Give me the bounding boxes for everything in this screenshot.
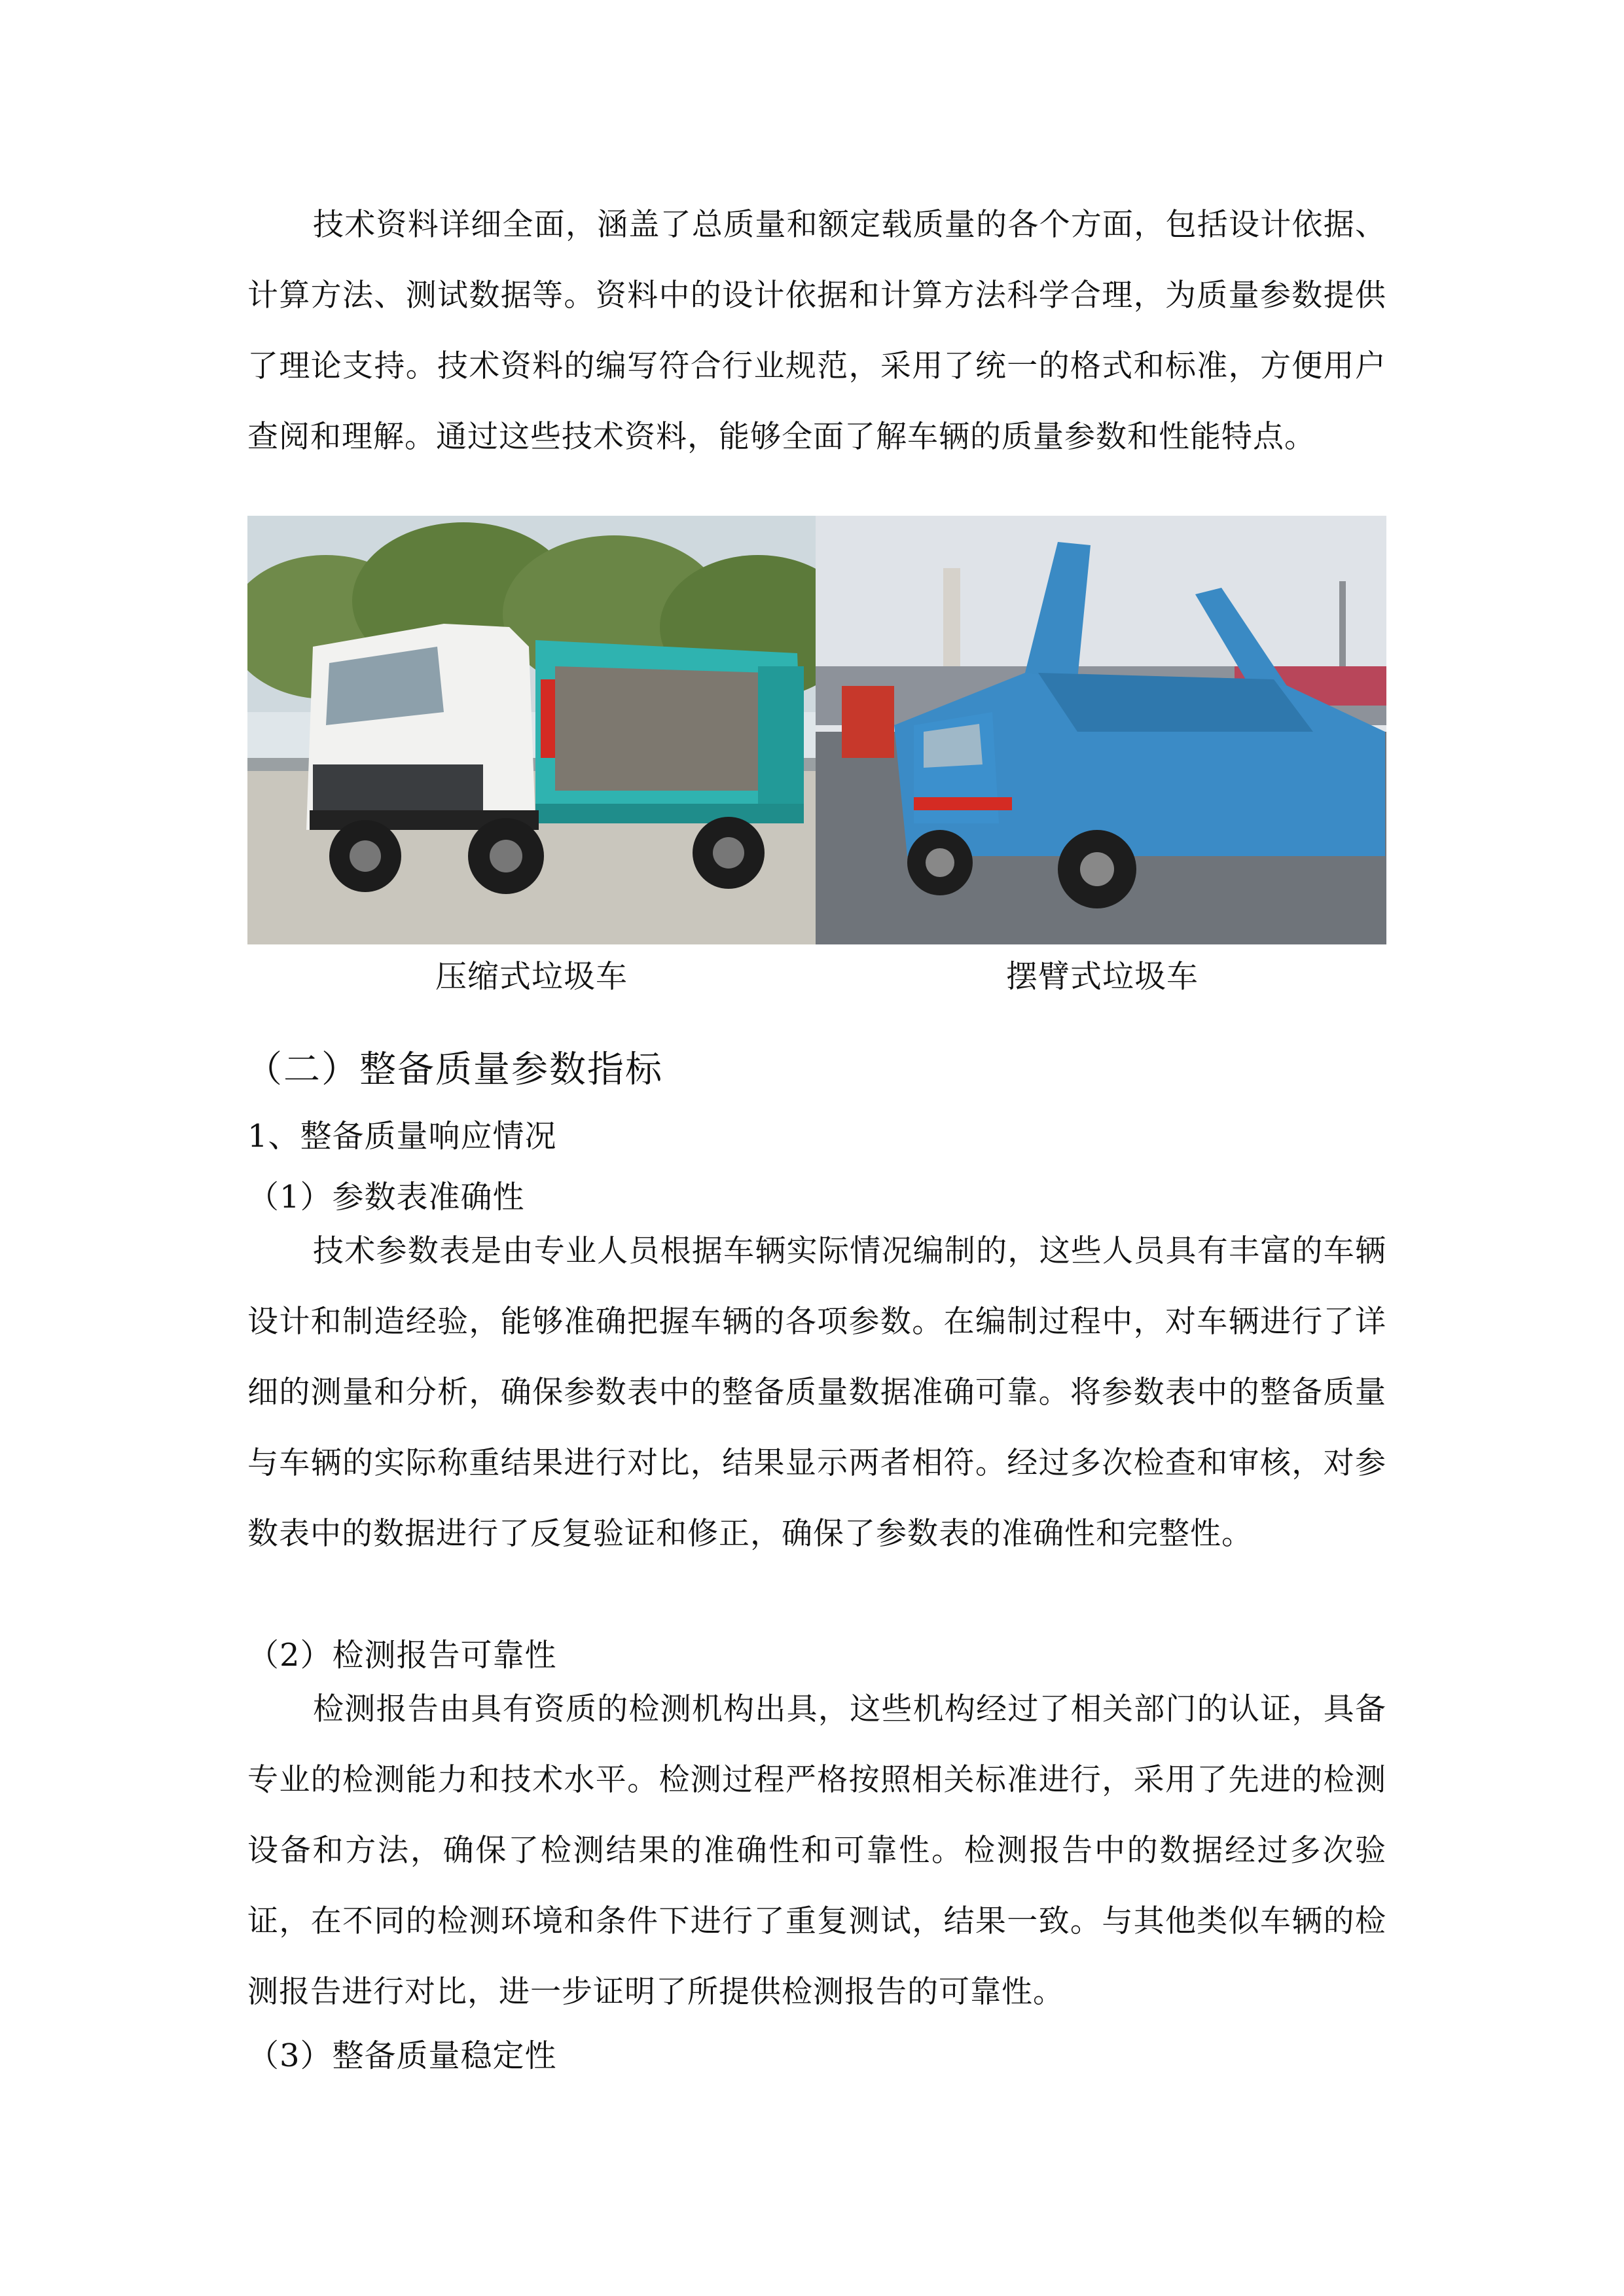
figure-caption-swing-arm-truck: 摆臂式垃圾车 [1005, 958, 1199, 995]
intro-paragraph: 技术资料详细全面，涵盖了总质量和额定载质量的各个方面，包括设计依据、计算方法、测试数据等。资料中的设计依据和计算方法科学合理，为质量参数提供了理论支持。技术资料的编写符合行业规范，采用了统一的格式和标准，方便用户查阅和理解。通过这些技术资料，能够全面了解车辆的质量参数和性能特点。 [247, 207, 1386, 455]
swing-arm-truck-photo [816, 516, 1386, 944]
item-heading-curb-weight-stability: （3）整备质量稳定性 [247, 2037, 557, 2074]
figure-caption-compression-truck: 压缩式垃圾车 [435, 958, 628, 995]
item-heading-report-reliability: （2）检测报告可靠性 [247, 1637, 557, 1674]
item-text-report-reliability: 检测报告由具有资质的检测机构出具，这些机构经过了相关部门的认证，具备专业的检测能力和技术水平。检测过程严格按照相关标准进行，采用了先进的检测设备和方法，确保了检测结果的准确性和可靠性。检测报告中的数据经过多次验证，在不同的检测环境和条件下进行了重复测试，结果一致。与其他类似车辆的检测报告进行对比，进一步证明了所提供检测报告的可靠性。 [247, 1691, 1386, 2010]
item-heading-parameter-accuracy: （1）参数表准确性 [247, 1179, 525, 1215]
subsection-heading: 1、整备质量响应情况 [247, 1118, 557, 1155]
item-text-parameter-accuracy: 技术参数表是由专业人员根据车辆实际情况编制的，这些人员具有丰富的车辆设计和制造经验，能够准确把握车辆的各项参数。在编制过程中，对车辆进行了详细的测量和分析，确保参数表中的整备质量数据准确可靠。将参数表中的整备质量与车辆的实际称重结果进行对比，结果显示两者相符。经过多次检查和审核，对参数表中的数据进行了反复验证和修正，确保了参数表的准确性和完整性。 [247, 1233, 1386, 1552]
compression-truck-photo [247, 516, 816, 944]
section-heading: （二）整备质量参数指标 [245, 1049, 663, 1091]
